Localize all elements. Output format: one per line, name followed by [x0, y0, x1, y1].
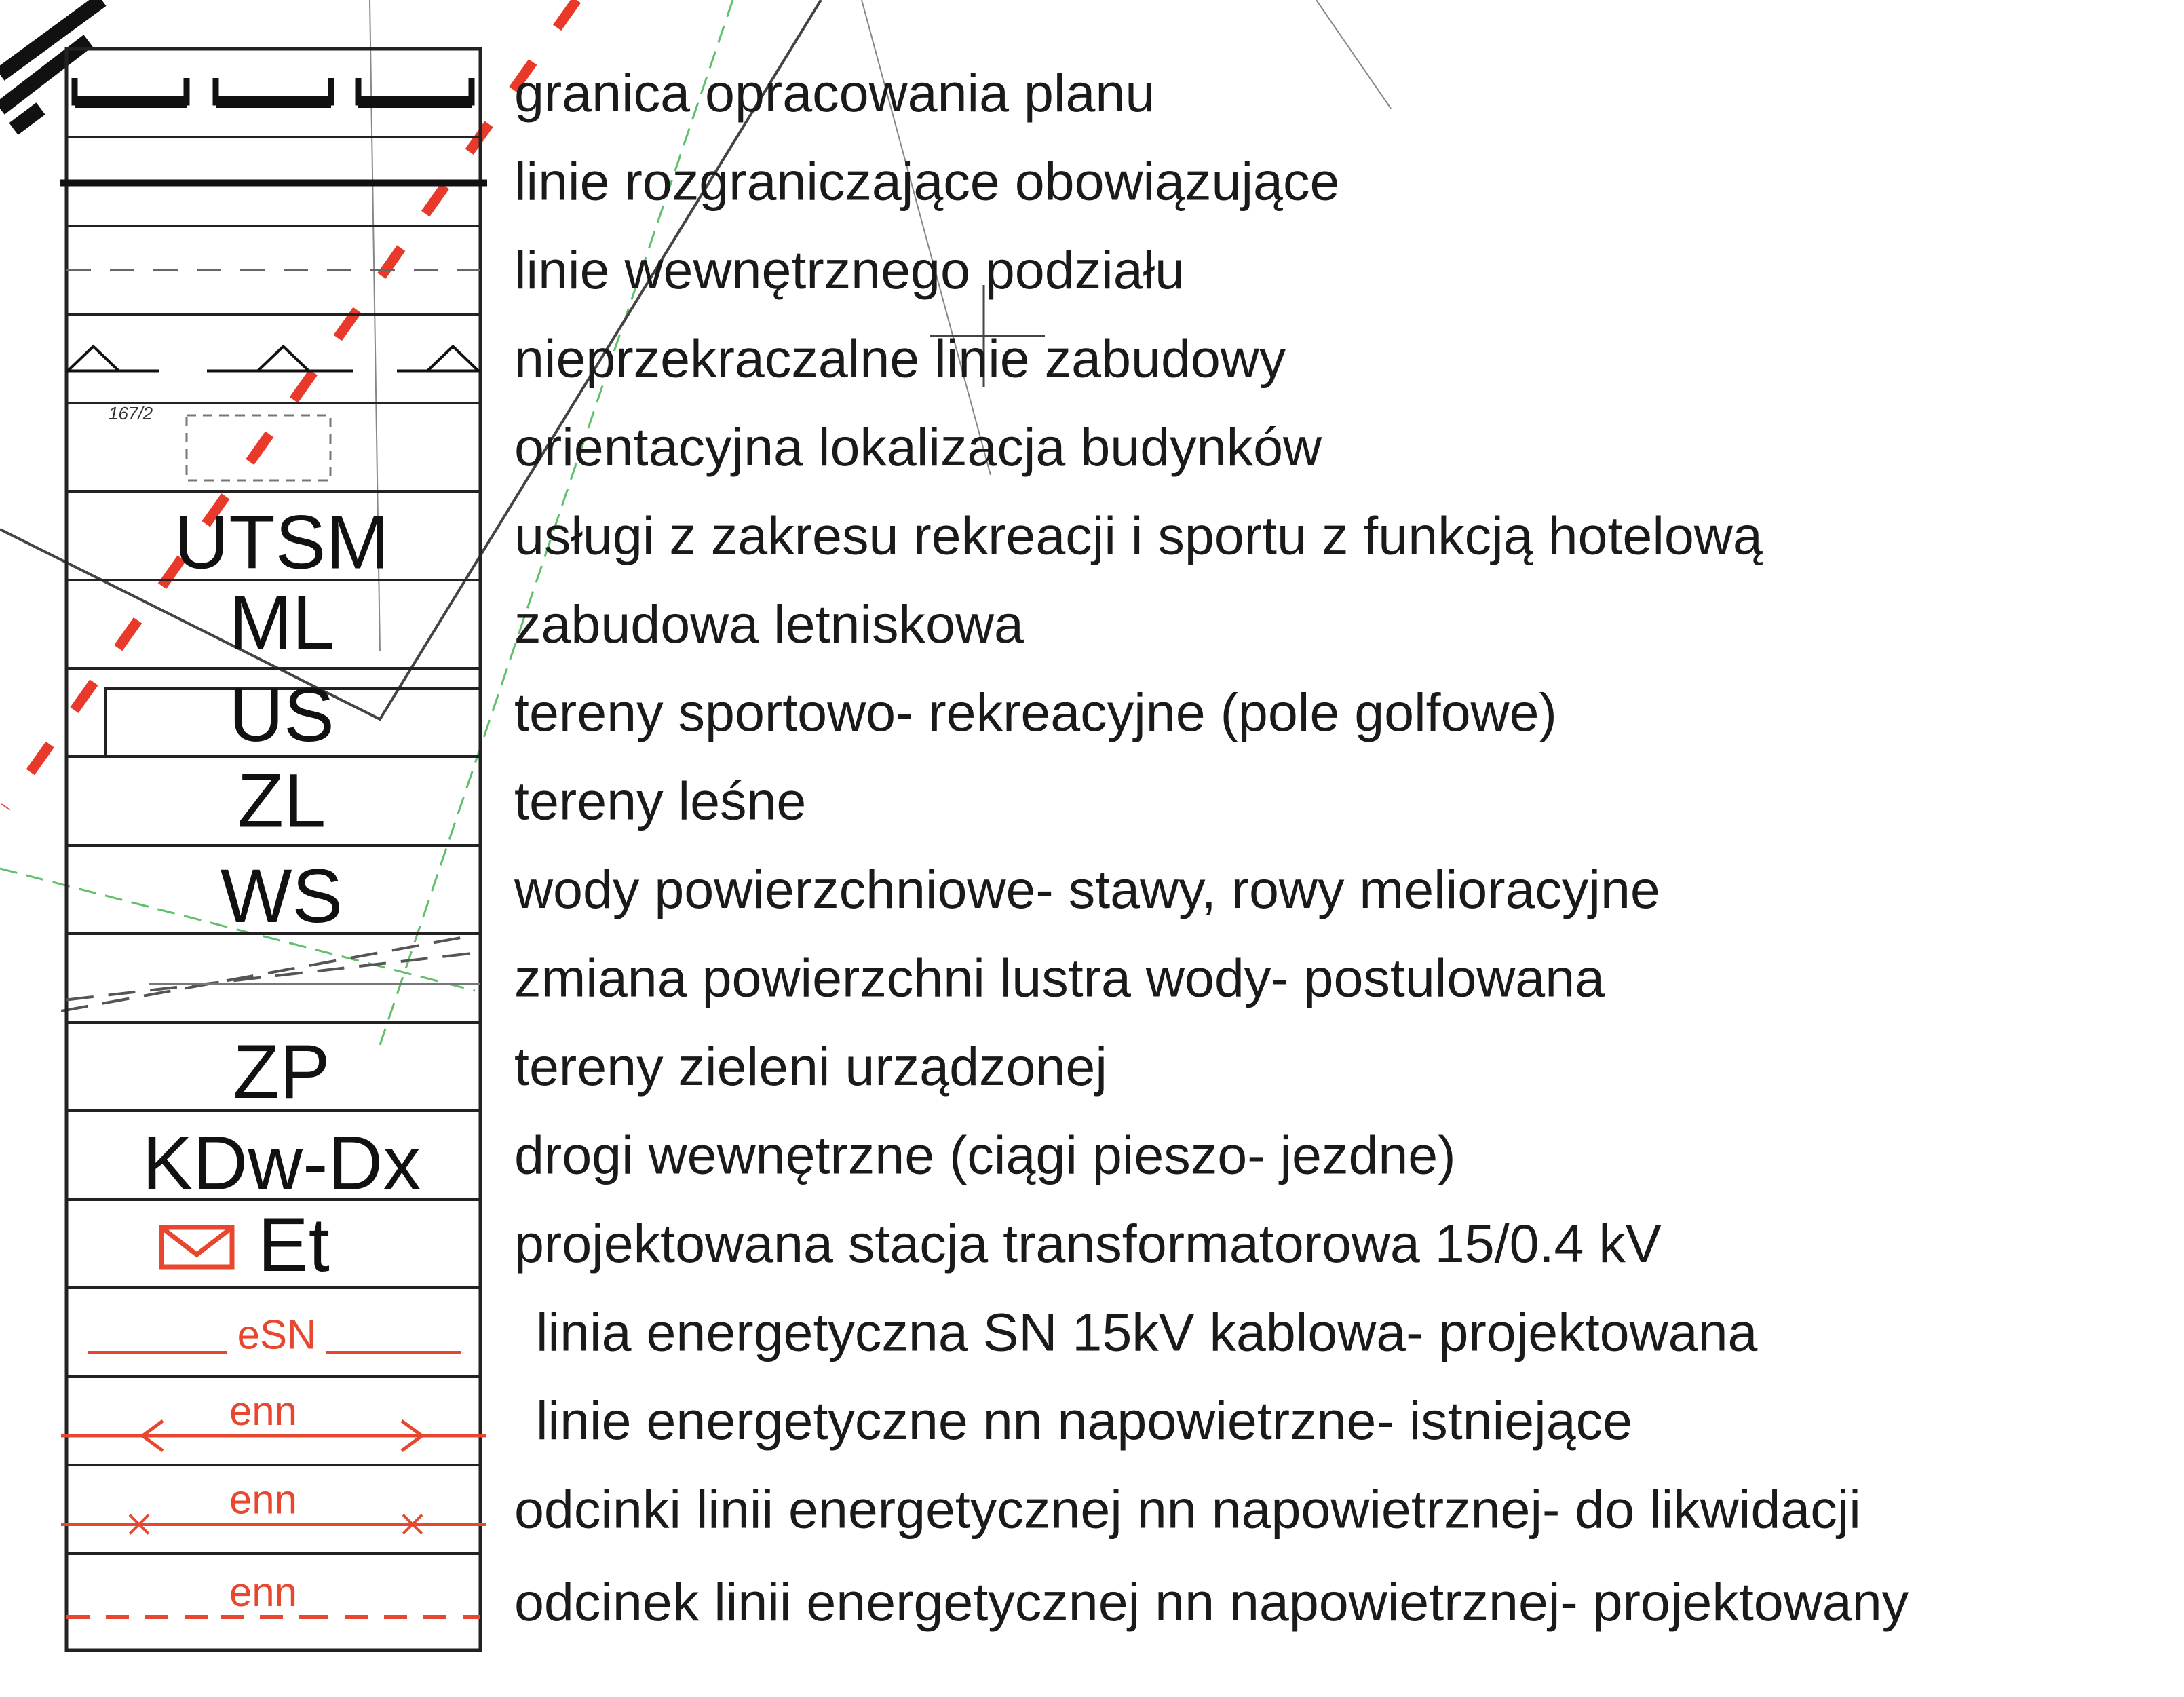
legend-symbol-building-location [109, 403, 330, 480]
legend-symbol-code [237, 759, 326, 843]
legend-description: linie rozgraniczające obowiązujące [514, 151, 1340, 212]
legend-description: nieprzekraczalne linie zabudowy [514, 328, 1286, 389]
legend-description: usługi z zakresu rekreacji i sportu z funkcją hotelową [514, 505, 1763, 566]
line-code-label: eSN [237, 1312, 317, 1358]
legend-description: linia energetyczna SN 15kV kablowa- projektowana [536, 1301, 1758, 1362]
legend-symbol-code [229, 580, 334, 665]
plan-boundary-bar [358, 96, 472, 108]
legend-symbol-nn-line-removal [61, 1477, 486, 1534]
legend-description: orientacyjna lokalizacja budynków [514, 417, 1322, 477]
legend-symbol-code [221, 854, 343, 938]
legend-description: projektowana stacja transformatorowa 15/0.4 kV [514, 1213, 1662, 1274]
legend-code: ZL [237, 758, 326, 843]
legend-description: zabudowa letniskowa [514, 594, 1024, 654]
legend-symbol-nn-line-existing [61, 1388, 486, 1451]
legend-description: odcinek linii energetycznej nn napowietrznej- projektowany [514, 1571, 1909, 1632]
legend-code: US [229, 672, 334, 757]
legend-symbol-code [142, 1121, 421, 1206]
legend-symbol-code [233, 1029, 330, 1114]
legend-description: odcinki linii energetycznej nn napowietrznej- do likwidacji [514, 1479, 1861, 1540]
legend-symbol-code [105, 672, 480, 757]
legend-code: ZP [233, 1029, 330, 1114]
legend-code: Et [258, 1202, 330, 1287]
legend-description: zmiana powierzchni lustra wody- postulowana [514, 947, 1605, 1008]
legend-symbol-sn-cable-line [88, 1312, 461, 1358]
legend-code: ML [229, 580, 334, 665]
transformer-icon-diagonal [161, 1227, 232, 1255]
legend-description: tereny leśne [514, 770, 807, 831]
building-line-triangle [427, 347, 478, 371]
plan-boundary-bar [75, 96, 187, 108]
legend-symbol-nn-line-projected [66, 1569, 480, 1617]
background-thin-line [1316, 0, 1391, 109]
building-line-triangle [258, 347, 309, 371]
legend-symbols [60, 78, 487, 1617]
legend-code: WS [220, 854, 343, 938]
legend-symbol-plan-boundary [75, 78, 472, 108]
legend-description: tereny zieleni urządzonej [514, 1036, 1107, 1097]
legend-code: UTSM [174, 499, 389, 585]
building-line-triangle [68, 347, 119, 371]
legend-symbol-building-line [66, 347, 480, 371]
legend-description: linie energetyczne nn napowietrzne- istniejące [536, 1390, 1633, 1451]
legend-description: tereny sportowo- rekreacyjne (pole golfowe) [514, 682, 1557, 742]
legend-symbol-water-level-change [66, 953, 480, 1000]
legend-description: linie wewnętrznego podziału [514, 240, 1185, 300]
legend-descriptions [514, 62, 1909, 1632]
line-code-label: enn [229, 1388, 298, 1434]
legend-code: KDw-Dx [142, 1120, 421, 1206]
background-thick-corner-mark [0, 0, 102, 129]
plan-boundary-bar [216, 96, 331, 108]
legend-description: wody powierzchniowe- stawy, rowy melioracyjne [514, 859, 1660, 919]
legend-symbol-transformer-station [161, 1202, 330, 1287]
line-code-label: enn [229, 1569, 298, 1615]
parcel-number: 167/2 [109, 403, 153, 423]
legend-description: granica opracowania planu [514, 62, 1155, 123]
water-level-line [66, 953, 480, 1000]
legend-symbol-code [174, 500, 389, 585]
legend-description: drogi wewnętrzne (ciągi pieszo- jezdne) [514, 1124, 1456, 1185]
line-code-label: enn [229, 1476, 298, 1523]
